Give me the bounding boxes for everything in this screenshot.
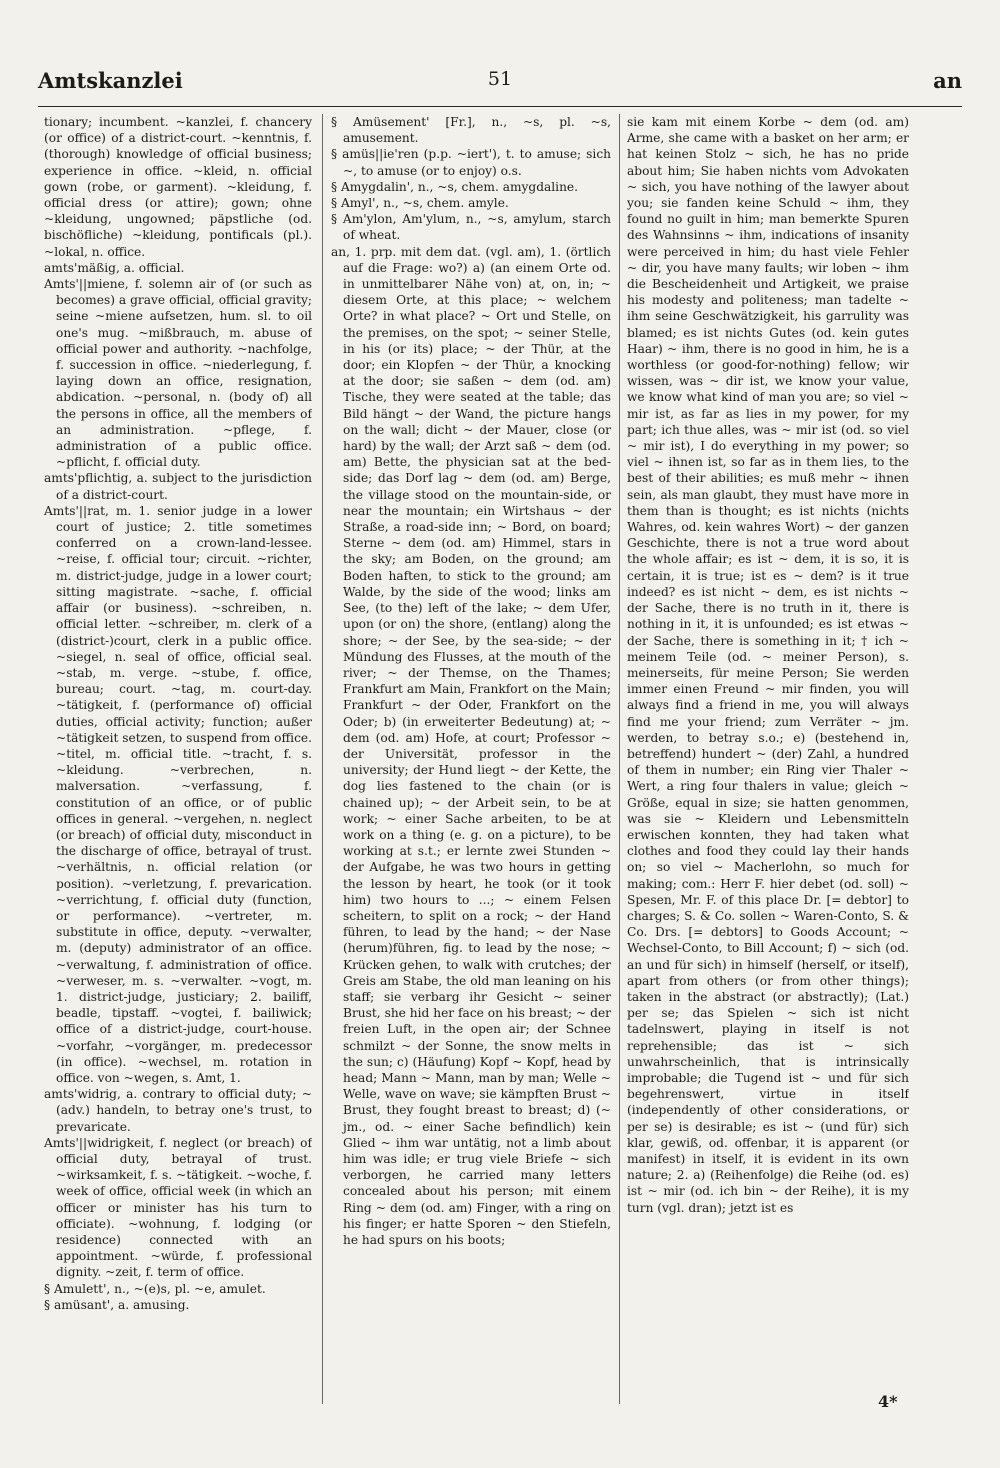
column-divider: [322, 114, 323, 1404]
column-3: [627, 114, 909, 1414]
entry-text: amts'widrig, a. contrary to official duty; ~ (adv.) handeln, to betray one's trust, to prevaricate.: [44, 1087, 312, 1134]
header-catchword-right: an: [933, 68, 962, 93]
entry-text: § Amygdalin', n., ~s, chem. amygdaline.: [331, 179, 579, 194]
entry-text: sie kam mit einem Korbe ~ dem (od. am) Arme, she came with a basket on her arm; er hat keinen Stolz ~ sich, he has no pride about him; Sie haben nichts vom Advokaten ~ sich, you have nothing of the lawyer about you; sie fanden keine Schuld ~ ihm, they found no guilt in him; man bemerkte Spuren des Wahnsinns ~ ihm, indications of insanity were perceived in him; du hast viele Fehler ~ dir, you have many faults; wir loben ~ ihm die Bescheidenheit und Artigkeit, we praise his modesty and politeness; man tadelte ~ ihm seine Geschwätzigkeit, his garrulity was blamed; es ist nichts Gutes (od. kein gutes Haar) ~ ihm, there is no good in him, he is a worthless (or good-for-nothing) fellow; wir wissen, was ~ dir ist, we know your value, we know what kind of man you are; so viel ~ mir ist, as far as lies in my power, for my part; ich thue alles, was ~ mir ist (od. so viel ~ mir ist), I do everything in my power; so viel ~ ihnen ist, so far as in them lies, to the best of their abilities; es muß mehr ~ ihnen sein, als man glaubt, they must have more in them than is thought; es ist nichts (nichts Wahres, od. kein wahres Wort) ~ der ganzen Geschichte, there is not a true word about the whole affair; es ist ~ dem, it is so, it is certain, it is true; ist es ~ dem? is it true indeed? es ist nicht ~ dem, es ist nichts ~ der Sache, there is no truth in it, there is nothing in it, it is unfounded; es ist etwas ~ der Sache, there is something in it; † ich ~ meinem Teile (od. ~ meiner Person), s. meinerseits, für meine Person; Sie werden immer einen Freund ~ mir finden, you will always find a friend in me, you will always find me your friend; zum Verräter ~ jm. werden, to betray s.o.; e) (bestehend in, betreffend) hundert ~ (der) Zahl, a hundred of them in number; ein Ring vier Thaler ~ Wert, a ring four thalers in value; gleich ~ Größe, equal in size; sie hatten genommen, was sie ~ Kleidern und Lebensmitteln erwischen konnten, they had taken what clothes and food they could lay their hands on; so viel ~ Macherlohn, so much for making; com.: Herr F. hier debet (od. soll) ~ Spesen, Mr. F. of this place Dr. [= debtor] to charges; S. & Co. sollen ~ Waren-Conto, S. & Co. Drs. [= debtors] to Goods Account; ~ Wechsel-Conto, to Bill Account; f) ~ sich (od. an und für sich) in himself (herself, or itself), apart from others (or from other things); taken in the abstract (or abstractly); (Lat.) per se; das Spielen ~ sich ist nicht tadelnswert, playing in itself is not reprehensible; das ist ~ sich unwahrscheinlich, that is intrinsically improbable; die Tugend ist ~ und für sich begehrenswert, virtue in itself (independently of other considerations, or per se) is desirable; es ist ~ (und für) sich klar, gewiß, od. offenbar, it is apparent (or manifest) in itself, it is evident in its own nature; 2. a) (Reihenfolge) die Reihe (od. es) ist ~ mir (od. ich bin ~ der Reihe), it is my turn (vgl. dran); jetzt ist es: [627, 115, 909, 1215]
entry-text: Amts'||rat, m. 1. senior judge in a lower court of justice; 2. title sometimes conferred on a crown-land-lessee. ~reise, f. official tour; circuit. ~richter, m. district-judge, judge in a lower court; sitting magistrate. ~sache, f. official affair (or business). ~schreiben, n. official letter. ~schreiber, m. clerk of a (district-)court, clerk in a public office. ~siegel, n. seal of office, official seal. ~stab, m. verge. ~stube, f. office, bureau; court. ~tag, m. court-day. ~tätigkeit, f. (performance of) official duties, official activity; function; außer ~tätigkeit setzen, to suspend from office. ~titel, m. official title. ~tracht, f. s. ~kleidung. ~verbrechen, n. malversation. ~verfassung, f. constitution of an office, or of public offices in general. ~vergehen, n. neglect (or breach) of official duty, misconduct in the discharge of office, betrayal of trust. ~verhältnis, n. official relation (or position). ~verletzung, f. prevarication. ~verrichtung, f. official duty (function, or performance). ~vertreter, m. substitute in office, deputy. ~verwalter, m. (deputy) administrator of an office. ~verwaltung, f. administration of office. ~verweser, m. s. ~verwalter. ~vogt, m. 1. district-judge, justiciary; 2. bailiff, beadle, tipstaff. ~vogtei, f. bailiwick; office of a district-judge, court-house. ~vorfahr, ~vorgänger, m. predecessor (in office). ~wechsel, m. rotation in office. von ~wegen, s. Amt, 1.: [44, 503, 312, 1085]
entry-text: an, 1. prp. mit dem dat. (vgl. am), 1. (örtlich auf die Frage: wo?) a) (an einem Orte od. in unmittelbarer Nähe von) at, on, in; ~ diesem Orte, at this place; ~ welchem Orte? in what place? ~ Ort und Stelle, on the premises, on the spot; ~ seiner Stelle, in his (or its) place; ~ der Thür, at the door; ein Klopfen ~ der Thür, a knocking at the door; sie saßen ~ dem (od. am) Tische, they were seated at the table; das Bild hängt ~ der Wand, the picture hangs on the wall; dicht ~ der Mauer, close (or hard) by the wall; der Arzt saß ~ dem (od. am) Bette, the physician sat at the bed-side; das Dorf lag ~ dem (od. am) Berge, the village stood on the mountain-side, or near the mountain; ein Wirtshaus ~ der Straße, a road-side inn; ~ Bord, on board; Sterne ~ dem (od. am) Himmel, stars in the sky; am Boden, on the ground; am Boden haften, to stick to the ground; am Walde, by the side of the wood; links am See, (to the) left of the lake; ~ dem Ufer, upon (or on) the shore, (entlang) along the shore; ~ der See, by the sea-side; ~ der Mündung des Flusses, at the mouth of the river; ~ der Themse, on the Thames; Frankfurt am Main, Frankfort on the Main; Frankfurt ~ der Oder, Frankfort on the Oder; b) (in erweiterter Bedeutung) at; ~ dem (od. am) Hofe, at court; Professor ~ der Universität, professor in the university; der Hund liegt ~ der Kette, the dog lies fastened to the chain (or is chained up); ~ der Arbeit sein, to be at work; ~ einer Sache arbeiten, to be at work on a thing (e. g. on a picture), to be working at s.t.; er lernte zwei Stunden ~ der Aufgabe, he was two hours in getting the lesson by heart, he took (or it took him) two hours to ...; ~ einem Felsen scheitern, to split on a rock; ~ der Hand führen, to lead by the hand; ~ der Nase (herum)führen, fig. to lead by the nose; ~ Krücken gehen, to walk with crutches; der Greis am Stabe, the old man leaning on his staff; sie verbarg ihr Gesicht ~ seiner Brust, she hid her face on his breast; ~ der freien Luft, in the open air; der Schnee schmilzt ~ der Sonne, the snow melts in the sun; c) (Häufung) Kopf ~ Kopf, head by head; Mann ~ Mann, man by man; Welle ~ Welle, wave on wave; sie kämpften Brust ~ Brust, they fought breast to breast; d) (~ jm., od. ~ einer Sache befindlich) kein Glied ~ ihm war untätig, not a limb about him was idle; er trug viele Briefe ~ sich verborgen, he carried many letters concealed about his person; mit einem Ring ~ dem (od. am) Finger, with a ring on his finger; er hatte Sporen ~ den Stiefeln, he had spurs on his boots;: [331, 244, 611, 1248]
entry-text: amts'pflichtig, a. subject to the jurisdiction of a district-court.: [44, 471, 312, 502]
column-divider: [619, 114, 620, 1404]
entry-text: § amüs||ie'ren (p.p. ~iert'), t. to amuse; sich ~, to amuse (or to enjoy) o.s.: [331, 147, 611, 178]
header-rule: [38, 106, 962, 107]
entry-text: Amts'||widrigkeit, f. neglect (or breach) of official duty, betrayal of trust. ~wirksamkeit, f. s. ~tätigkeit. ~woche, f. week of office, official week (in which an officer or minister has his turn to officiate). ~wohnung, f. lodging (or residence) connected with an appointment. ~würde, f. professional dignity. ~zeit, f. term of office.: [44, 1135, 312, 1280]
signature-mark: 4*: [878, 1392, 898, 1411]
header-catchword-left: Amtskanzlei: [38, 68, 183, 93]
entry-text: § Amulett', n., ~(e)s, pl. ~e, amulet.: [44, 1281, 266, 1296]
entry-text: § amüsant', a. amusing.: [44, 1297, 190, 1312]
entry-text: § Am'ylon, Am'ylum, n., ~s, amylum, starch of wheat.: [331, 212, 611, 243]
column-2: [331, 114, 611, 1414]
entry-text: amts'mäßig, a. official.: [44, 260, 185, 275]
running-header: [38, 68, 962, 104]
column-1: [44, 114, 312, 1414]
entry-text: Amts'||miene, f. solemn air of (or such as becomes) a grave official, official gravity; seine ~miene aufsetzen, hum. sl. to oil one's mug. ~mißbrauch, m. abuse of official power and authority. ~nachfolge, f. succession in office. ~niederlegung, f. laying down an office, resignation, abdication. ~personal, n. (body of) all the persons in office, all the members of an administration. ~pflege, f. administration of a public office. ~pflicht, f. official duty.: [44, 277, 312, 470]
entry-text: tionary; incumbent. ~kanzlei, f. chancery (or office) of a district-court. ~kenntnis, f. (thorough) knowledge of official business; experience in office. ~kleid, n. official gown (robe, or garment). ~kleidung, f. official dress (or attire); gown; ohne ~kleidung, ungowned; päpstliche (od. bischöfliche) ~kleidung, pontificals (pl.). ~lokal, n. office.: [44, 115, 312, 259]
entry-text: § Amyl', n., ~s, chem. amyle.: [331, 196, 509, 211]
page-number: 51: [487, 68, 513, 90]
entry-text: § Amüsement' [Fr.], n., ~s, pl. ~s, amusement.: [331, 115, 611, 146]
